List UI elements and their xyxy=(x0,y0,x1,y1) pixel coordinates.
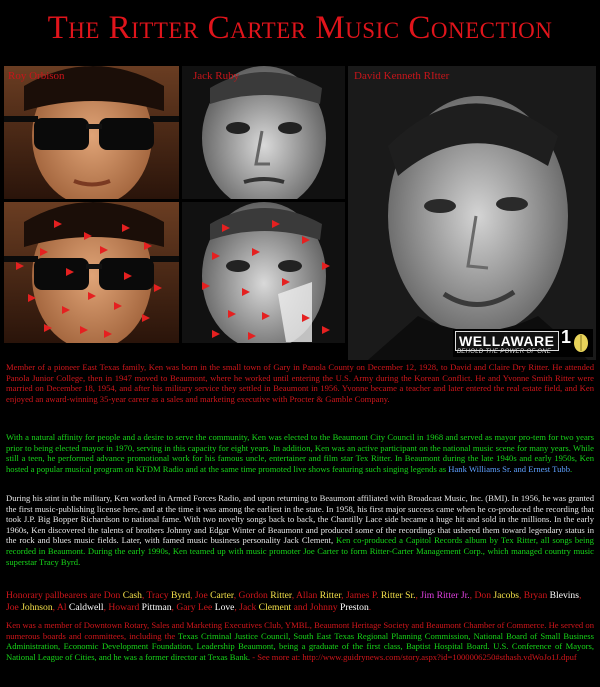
wellaware-tagline: BEHOLD THE POWER OF ONE xyxy=(457,349,552,355)
pallbearer-name xyxy=(104,590,145,601)
leaf-icon xyxy=(571,331,591,353)
paragraph-music-career-text: During his stint in the military, Ken worked in Armed Forces Radio, and upon returning to Beaumont affiliated with Broadcast Music, Inc. (BMI). In 1956, he was granted the first music-publishing license here, and at the time it was among the earliest in the state. In 1958, his first major success came when he co-produced the recording that took J.P. Big Bopper Richardson to national fame. With two novelty songs back to back, the Chantilly Lace side became a huge hit and sold in the millions. In the early 1960s, Ken discovered the talents of brothers Johnny and Edgar Winter of Beaumont and produced some of the recordings that ushered them toward legendary status in the rock and blues music fields. Later, with famed music business personality Jack Clement, xyxy=(6,493,594,546)
caption-roy-orbison: Roy Orbison xyxy=(8,70,65,82)
pallbearer-separator: , xyxy=(190,590,193,601)
pallbearer-name xyxy=(52,602,106,613)
pallbearer-name xyxy=(469,590,522,601)
pallbearer-separator: , xyxy=(518,590,522,601)
pallbearer-name xyxy=(344,590,418,601)
pallbearer-name xyxy=(518,590,582,601)
roy-orbison-marked-portrait-icon xyxy=(4,202,179,343)
pallbearer-name xyxy=(193,590,237,601)
pallbearer-separator: , xyxy=(415,590,418,601)
pallbearer-last-name: Caldwell xyxy=(68,602,104,613)
paragraph-early-life: Member of a pioneer East Texas family, Ken was born in the small town of Gary in Panola County on December 12, 1928, to David and Claire Dry Ritter. He attended Panola Junior College, then in 1947 moved to Beaumont, where he worked until entering the U.S. Army during the Korean Conflict. He and Yvonne Smith Ritter were married on December 18, 1954, and after his military service they settled in Beaumont in 1956. Yvonne became a teacher and later entered the real estate field, and Ken enjoyed an award-winning 35-year career as a sales and marketing executive with Procter & Gamble Company. xyxy=(6,362,594,404)
paragraph-civic-career xyxy=(6,432,594,474)
pallbearer-name xyxy=(6,602,55,613)
pallbearer-first-name: Joe xyxy=(192,590,211,601)
hank-williams-link[interactable]: Hank Williams Sr. and Ernest Tubb xyxy=(448,463,570,474)
pallbearer-first-name: Johnny xyxy=(307,602,340,613)
roy-orbison-marked-photo xyxy=(4,202,179,343)
wellaware-wordmark: WELLAWARE xyxy=(455,331,559,351)
pallbearer-name xyxy=(415,590,473,601)
page-title: The Ritter Carter Music Conection xyxy=(47,10,553,46)
pallbearer-first-name: Gordon xyxy=(236,590,271,601)
pallbearer-separator: , xyxy=(341,590,344,601)
jack-ruby-marked-portrait-icon xyxy=(182,202,345,343)
jack-ruby-photo xyxy=(182,66,345,199)
pallbearer-first-name: Allan xyxy=(294,590,320,601)
pallbearer-separator: , xyxy=(233,590,237,601)
pallbearer-name xyxy=(141,590,193,601)
pallbearer-last-name: Cash xyxy=(122,590,142,601)
paragraph-music-career-highlight: Ken co-produced a Capitol Records album by Tex Ritter, all songs being recorded in Beaumont. During the early 1990s, Ken teamed up with music promoter Joe Carter to form Ritter-Carter Management Corp., which managed country music superstar Tracy Byrd. xyxy=(6,535,594,567)
pallbearer-separator: and xyxy=(291,602,308,613)
caption-david-kenneth-ritter: David Kenneth RItter xyxy=(354,70,450,82)
paragraph-civic-career-end: . xyxy=(570,463,573,474)
pallbearer-name xyxy=(233,590,295,601)
pallbearer-separator: , xyxy=(52,602,56,613)
pallbearer-separator: , xyxy=(103,602,106,613)
pallbearer-separator: . xyxy=(368,602,372,613)
pallbearer-first-name: Tracy xyxy=(144,590,171,601)
pallbearer-first-name: Al xyxy=(55,602,69,613)
pallbearer-separator: , xyxy=(234,602,237,613)
pallbearer-last-name: Ritter Sr. xyxy=(380,590,416,601)
pallbearer-separator: , xyxy=(469,590,473,601)
caption-jack-ruby: Jack Ruby xyxy=(193,70,240,82)
roy-orbison-portrait-icon xyxy=(4,66,179,199)
pallbearer-separator: , xyxy=(578,590,582,601)
paragraph-memberships-boards: Texas Criminal Justice Council, South East Texas Regional Planning Commission, National Board of Small Business Administration, Economic Development Foundation, Leadership Beaumont, being a graduate of the first class, Baptist Hospital Board. U.S. Conference of Mayors, National League of Cities, and he was a former director at Texas Bank. xyxy=(6,630,594,662)
pallbearer-last-name: Jacobs xyxy=(493,590,519,601)
pallbearer-name xyxy=(307,602,371,613)
pallbearer-name xyxy=(291,590,344,601)
pallbearer-last-name: Ritter xyxy=(319,590,342,601)
jack-ruby-portrait-icon xyxy=(182,66,345,199)
pallbearer-separator: , xyxy=(141,590,145,601)
pallbearer-last-name: Carter xyxy=(210,590,234,601)
pallbearer-name xyxy=(103,602,174,613)
pallbearer-last-name: Byrd xyxy=(170,590,191,601)
wellaware-logo xyxy=(453,329,593,357)
paragraph-memberships xyxy=(6,620,594,662)
pallbearer-name xyxy=(171,602,237,613)
pallbearer-first-name: Jack xyxy=(236,602,259,613)
pallbearer-first-name: Gary Lee xyxy=(173,602,215,613)
pallbearer-last-name: Johnson xyxy=(21,602,53,613)
david-kenneth-ritter-portrait-icon xyxy=(348,66,596,360)
david-kenneth-ritter-photo xyxy=(348,66,596,360)
pallbearer-separator: , xyxy=(291,590,295,601)
see-more-link[interactable]: - See more at: http://www.guidrynews.com/story.aspx?id=1000006250#sthash.vdWoJo1J.dpuf xyxy=(252,651,577,662)
pallbearer-first-name: Joe xyxy=(6,602,22,613)
pallbearers-list xyxy=(6,590,594,614)
paragraph-civic-career-text: With a natural affinity for people and a desire to serve the community, Ken was elected to the Beaumont City Council in 1968 and served as mayor pro-tem for two years prior to being elected mayor in 1970, serving in this capacity for eight years. In addition, Ken was an active participant on the national music scene for many years. While still a teen, he performed advance promotional work for his famous uncle, entertainer and film star Tex Ritter. In Beaumont during the late 1940s and early 1950s, Ken hosted a popular musical program on KFDM Radio and at the same time promoted live shows featuring such singing legends as xyxy=(6,432,594,474)
roy-orbison-photo xyxy=(4,66,179,199)
pallbearer-first-name: Don xyxy=(103,590,123,601)
jack-ruby-marked-photo xyxy=(182,202,345,343)
pallbearer-last-name: Jim Ritter Jr. xyxy=(420,590,470,601)
pallbearer-last-name: Blevins xyxy=(549,590,579,601)
pallbearer-last-name: Clement xyxy=(258,602,292,613)
wellaware-number: 1 xyxy=(561,327,572,347)
pallbearer-last-name: Pittman xyxy=(141,602,172,613)
pallbearer-first-name: Howard xyxy=(105,602,142,613)
pallbearer-first-name: James P. xyxy=(343,590,381,601)
pallbearer-last-name: Love xyxy=(214,602,235,613)
pallbearer-first-name: Bryan xyxy=(521,590,550,601)
pallbearers-intro: Honorary pallbearers are xyxy=(6,590,102,601)
pallbearer-last-name: Preston xyxy=(339,602,369,613)
pallbearer-last-name: Ritter xyxy=(270,590,292,601)
paragraph-memberships-text: Ken was a member of Downtown Rotary, Sales and Marketing Executives Club, YMBL, Beaumont Heritage Society and Beaumont Chamber of Commerce. He served on numerous boards and committees, including the xyxy=(6,620,594,641)
pallbearer-name xyxy=(237,602,308,613)
pallbearer-separator: , xyxy=(171,602,174,613)
paragraph-music-career xyxy=(6,493,594,567)
pallbearer-first-name: Don xyxy=(472,590,494,601)
